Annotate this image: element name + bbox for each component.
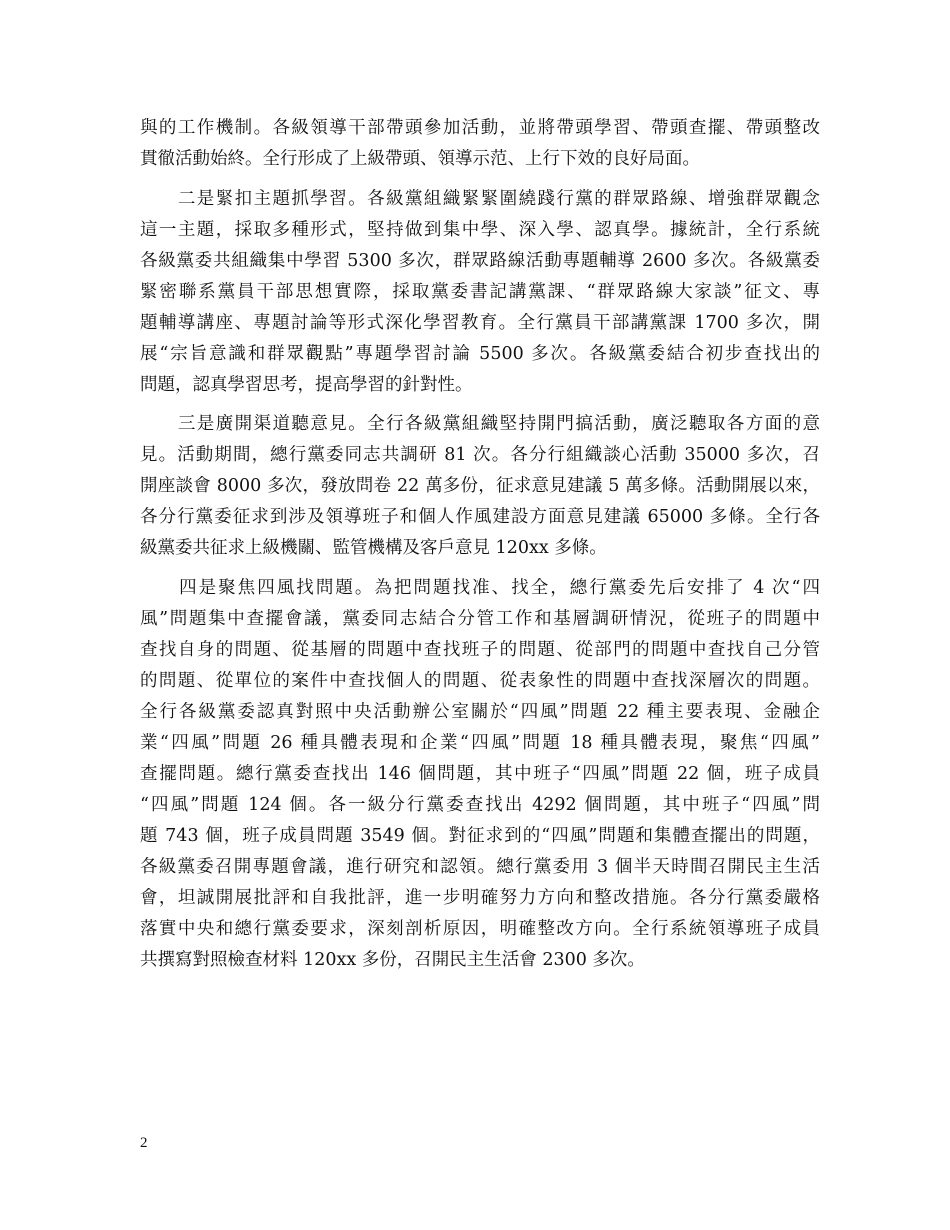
text-line: 共撰寫對照檢查材料 120xx 多份，召開民主生活會 2300 多次。 [140, 949, 645, 970]
paragraph-2 [140, 184, 820, 401]
text-line: 級黨委共征求上級機關、監管機構及客戶意見 120xx 多條。 [140, 538, 607, 559]
text-line: 查找自身的問題、從基層的問題中查找班子的問題、從部門的問題中查找自己分管 [140, 639, 820, 660]
text-line: 二是緊扣主題抓學習。各級黨組織緊緊圍繞踐行黨的群眾路線、增強群眾觀念 [140, 188, 820, 209]
text-line: 開座談會 8000 多次，發放問卷 22 萬多份，征求意見建議 5 萬多條。活動開展以來， [140, 476, 820, 497]
text-line: 風”問題集中查擺會議，黨委同志結合分管工作和基層調研情況，從班子的問題中 [140, 608, 820, 629]
text-line: 見。活動期間，總行黨委同志共調研 81 次。各分行組織談心活動 35000 多次，召 [140, 445, 820, 466]
text-line: 查擺問題。總行黨委查找出 146 個問題，其中班子“四風”問題 22 個，班子成員 [140, 763, 820, 784]
text-line: 與的工作機制。各級領導干部帶頭參加活動，並將帶頭學習、帶頭查擺、帶頭整改 [140, 118, 820, 138]
paragraph-1 [140, 113, 820, 175]
page-number: 2 [140, 1135, 148, 1151]
text-line: 的問題、從單位的案件中查找個人的問題、從表象性的問題中查找深層次的問題。 [140, 670, 820, 691]
text-line: 題輔導講座、專題討論等形式深化學習教育。全行黨員干部講黨課 1700 多次，開 [140, 312, 820, 333]
text-line: 三是廣開渠道聽意見。全行各級黨組織堅持開門搞活動，廣泛聽取各方面的意 [140, 414, 820, 435]
text-line: 落實中央和總行黨委要求，深刻剖析原因，明確整改方向。全行系統領導班子成員 [140, 918, 820, 939]
text-line: 全行各級黨委認真對照中央活動辦公室關於“四風”問題 22 種主要表現、金融企 [140, 701, 820, 722]
text-line: “四風”問題 124 個。各一級分行黨委查找出 4292 個問題，其中班子“四風”問 [140, 794, 820, 815]
text-line: 展“宗旨意識和群眾觀點”專題學習討論 5500 多次。各級黨委結合初步查找出的 [140, 343, 820, 364]
text-line: 各分行黨委征求到涉及領導班子和個人作風建設方面意見建議 65000 多條。全行各 [140, 507, 820, 528]
text-line: 這一主題，採取多種形式，堅持做到集中學、深入學、認真學。據統計，全行系統 [140, 219, 820, 240]
paragraph-4 [140, 573, 820, 976]
text-line: 題 743 個，班子成員問題 3549 個。對征求到的“四風”問題和集體查擺出的問題， [140, 825, 820, 846]
text-line: 各級黨委召開專題會議，進行研究和認領。總行黨委用 3 個半天時間召開民主生活 [140, 856, 820, 877]
text-line: 四是聚焦四風找問題。為把問題找准、找全，總行黨委先后安排了 4 次“四 [140, 577, 820, 598]
text-line: 問題，認真學習思考，提高學習的針對性。 [140, 374, 473, 395]
paragraph-3 [140, 409, 820, 564]
body-text [140, 113, 820, 976]
text-line: 各級黨委共組織集中學習 5300 多次，群眾路線活動專題輔導 2600 多次。各級黨委 [140, 250, 820, 271]
text-line: 緊密聯系黨員干部思想實際，採取黨委書記講黨課、“群眾路線大家談”征文、專 [140, 281, 820, 302]
text-line: 貫徹活動始終。全行形成了上級帶頭、領導示范、上行下效的良好局面。 [140, 149, 700, 169]
text-line: 業“四風”問題 26 種具體表現和企業“四風”問題 18 種具體表現，聚焦“四風” [140, 732, 820, 753]
text-line: 會，坦誠開展批評和自我批評，進一步明確努力方向和整改措施。各分行黨委嚴格 [140, 887, 820, 908]
